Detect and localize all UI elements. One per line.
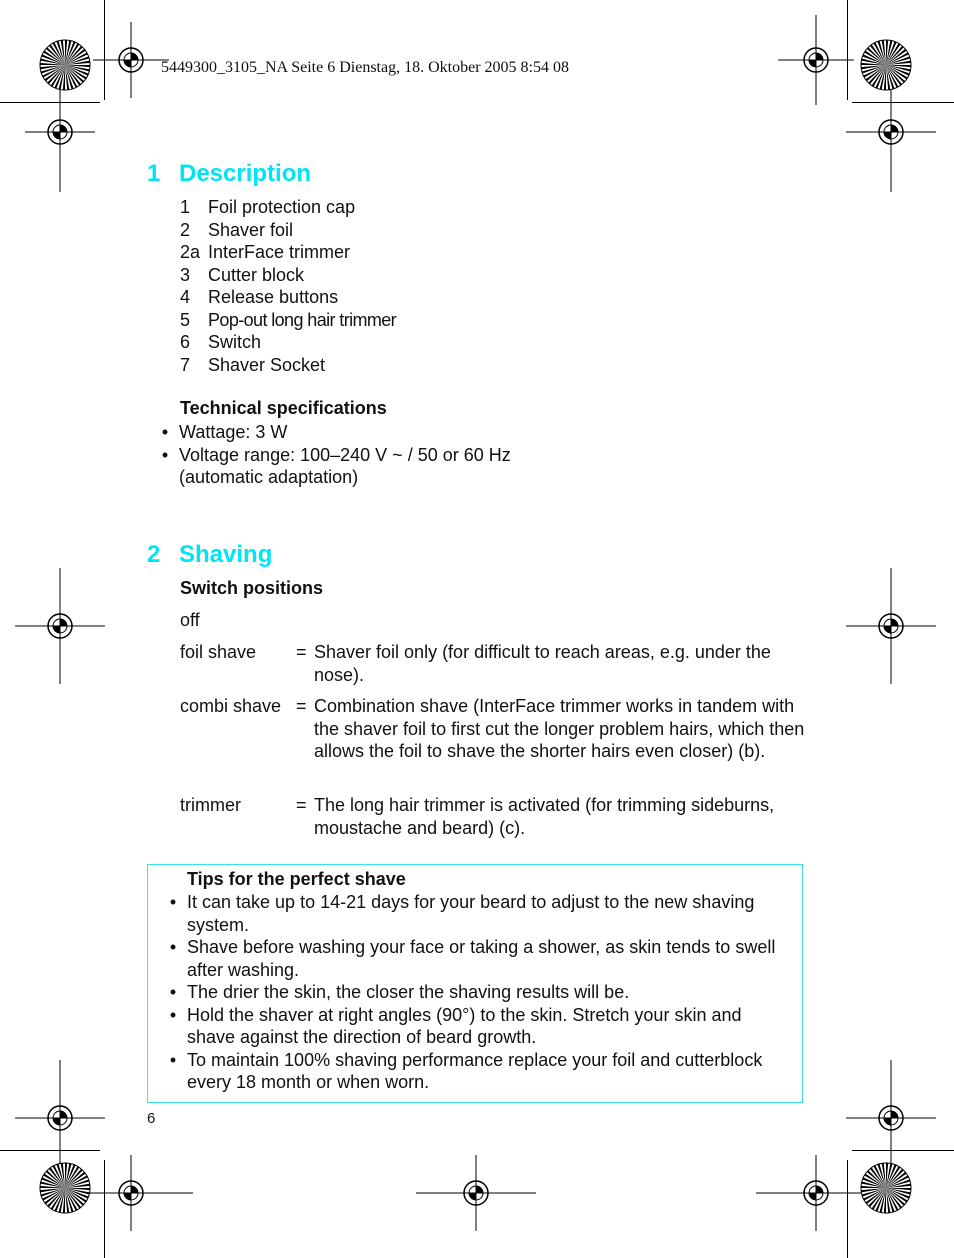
list-item: 1 Foil protection cap (180, 197, 356, 217)
section-title: Description (179, 160, 312, 187)
section-number: 1 (147, 160, 161, 187)
section-heading-shaving (147, 541, 272, 569)
list-item: • To maintain 100% shaving performance replace your foil and cutterblock every 18 month or when worn. (169, 1049, 763, 1092)
registration-mark-icon (416, 1133, 536, 1253)
section-heading-description (147, 160, 311, 188)
page-number: 6 (147, 1110, 156, 1127)
switch-position-off: off (180, 610, 200, 630)
section-title: Shaving (179, 541, 273, 568)
section-number: 2 (147, 541, 161, 568)
parts-list (180, 196, 396, 376)
list-item: 2 Shaver foil (180, 219, 294, 240)
list-item: 2a InterFace trimmer (180, 242, 351, 262)
registration-mark-icon (2, 568, 118, 684)
starburst-target-icon (39, 39, 91, 91)
tips-heading: Tips for the perfect shave (187, 869, 406, 889)
registration-mark-icon (833, 568, 949, 684)
list-item: 6 Switch (180, 332, 262, 352)
tech-specs-heading: Technical specifications (180, 398, 387, 418)
starburst-target-icon (39, 1162, 91, 1214)
list-item: 7 Shaver Socket (180, 354, 326, 375)
list-item: • It can take up to 14-21 days for your beard to adjust to the new shaving system. (169, 892, 755, 935)
tech-specs-list (151, 421, 771, 489)
switch-position-foil-shave: foil shave = Shaver foil only (for difficult to reach areas, e.g. under the nose). (180, 642, 771, 685)
starburst-target-icon (860, 39, 912, 91)
switch-positions-heading: Switch positions (180, 578, 324, 598)
list-item: • Shave before washing your face or taking a shower, as skin tends to swell after washing. (169, 937, 776, 980)
list-item: 3 Cutter block (180, 264, 305, 285)
list-item: • Voltage range: 100–240 V ~ / 50 or 60 Hz (161, 444, 511, 465)
list-item: 5 Pop-out long hair trimmer (180, 309, 397, 330)
list-item: 4 Release buttons (180, 287, 339, 307)
registration-mark-icon (756, 1133, 876, 1253)
list-item: • Wattage: 3 W (161, 422, 288, 442)
starburst-target-icon (860, 1162, 912, 1214)
tips-list (159, 891, 794, 1094)
switch-position-combi-shave: combi shave = Combination shave (InterFace trimmer works in tandem with the shaver foil to first cut the longer problem hairs, which then allows the foil to shave the shorter hairs even closer) (b). (180, 696, 805, 761)
list-item: (automatic adaptation) (179, 467, 359, 487)
switch-position-trimmer: trimmer = The long hair trimmer is activated (for trimming sideburns, moustache and beard) (c). (180, 795, 775, 838)
list-item: • The drier the skin, the closer the shaving results will be. (169, 982, 630, 1002)
list-item: • Hold the shaver at right angles (90°) to the skin. Stretch your skin and shave against the direction of beard growth. (169, 1004, 742, 1047)
print-header: 5449300_3105_NA Seite 6 Dienstag, 18. Oktober 2005 8:54 08 (161, 59, 569, 76)
